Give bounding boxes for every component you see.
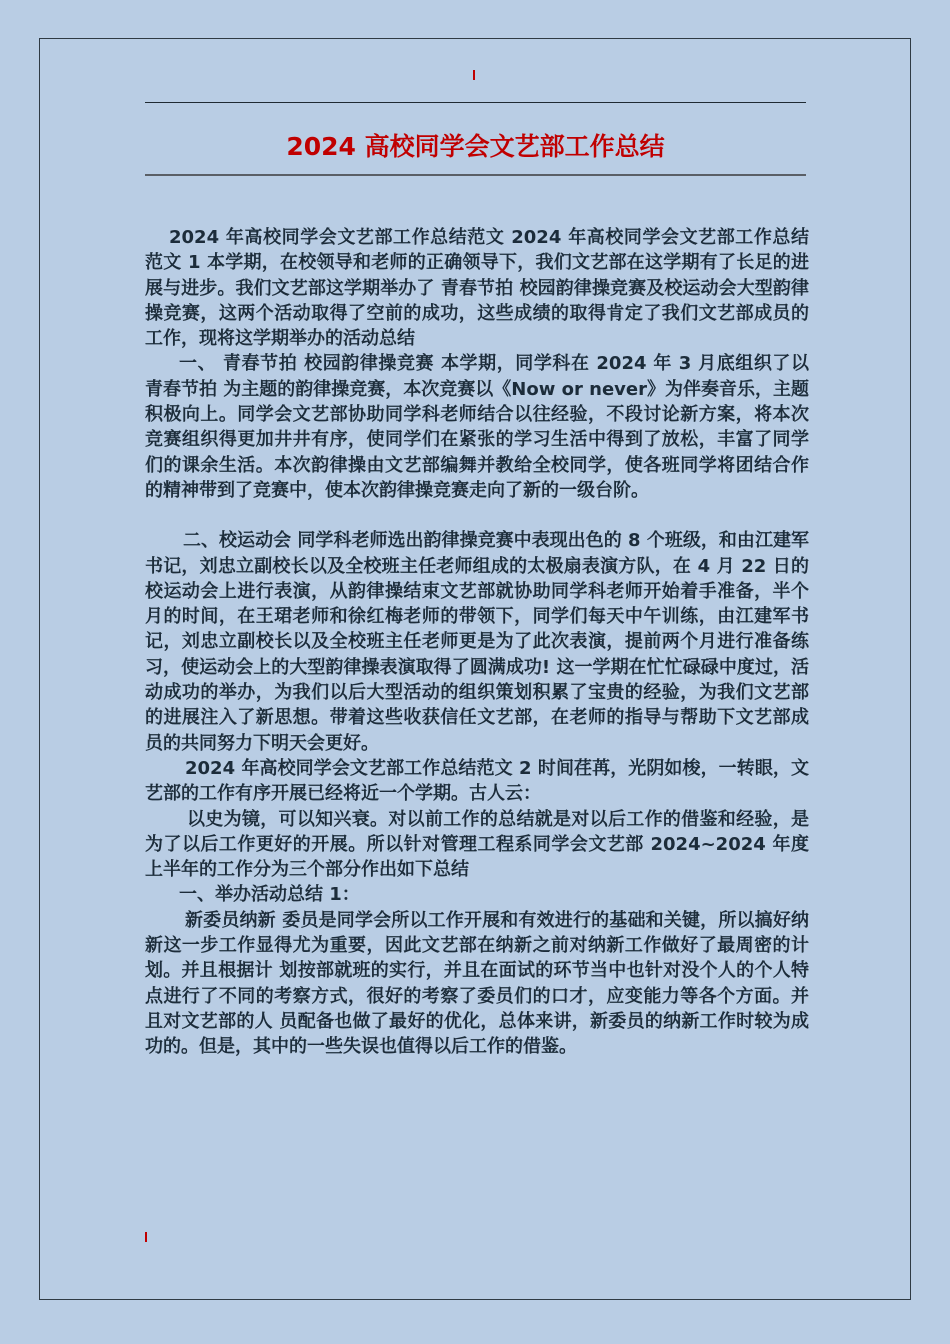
paragraph-section-1: 一、 青春节拍 校园韵律操竞赛 本学期，同学科在 2024 年 3 月底组织了以 青春节拍 为主题的韵律操竞赛，本次竞赛以《Now or never》为伴奏音乐，主题积极向上。同学会文艺部协助同学科老师结合以往经验，不段讨论新方案，将本次竞赛组织得更加井井有序，使同学们在紧张的学习生活中得到了放松，丰富了同学们的课余生活。本次韵律操由文艺部编舞并教给全校同学，使各班同学将团结合作的精神带到了竞赛中，使本次韵律操竞赛走向了新的一级台阶。 <box>145 353 809 501</box>
title-underline <box>145 174 806 176</box>
paragraph-summary-2-intro: 2024 年高校同学会文艺部工作总结范文 2 时间荏苒，光阴如梭，一转眼，文艺部的工作有序开展已经将近一个学期。古人云： <box>145 757 809 805</box>
paragraph-activity-heading: 一、举办活动总结 1： <box>179 884 360 906</box>
document-title: 2024 高校同学会文艺部工作总结 <box>286 132 665 161</box>
paragraph-summary-2-quote: 以史为镜，可以知兴衰。对以前工作的总结就是对以后工作的借鉴和经验，是为了以后工作更好的开展。所以针对管理工程系同学会文艺部 2024~2024 年度上半年的工作分为三个部分作出如下总结 <box>145 808 809 881</box>
header-marker <box>473 70 475 80</box>
header-rule <box>145 102 806 103</box>
footer-marker <box>145 1232 147 1242</box>
paragraph-section-2: 二、校运动会 同学科老师选出韵律操竞赛中表现出色的 8 个班级，和由江建军书记，刘忠立副校长以及全校班主任老师组成的太极扇表演方队，在 4 月 22 日的校运动会上进行表演，从韵律操结束文艺部就协助同学科老师开始着手准备，半个月的时间，在王珺老师和徐红梅老师的带领下，同学们每天中午训练，由江建军书记，刘忠立副校长以及全校班主任老师更是为了此次表演，提前两个月进行准备练习，使运动会上的大型韵律操表演取得了圆满成功! 这一学期在忙忙碌碌中度过，活动成功的举办，为我们以后大型活动的组织策划积累了宝贵的经验，为我们文艺部的进展注入了新思想。带着这些收获信任文艺部，在老师的指导与帮助下文艺部成员的共同努力下明天会更好。 <box>145 530 809 754</box>
paragraph-recruitment: 新委员纳新 委员是同学会所以工作开展和有效进行的基础和关键，所以搞好纳新这一步工作显得尤为重要，因此文艺部在纳新之前对纳新工作做好了最周密的计划。并且根据计 划按部就班的实行，并且在面试的环节当中也针对没个人的个人特点进行了不同的考察方式，很好的考察了委员们的口才，应变能力等各个方面。并且对文艺部的人 员配备也做了最好的优化，总体来讲，新委员的纳新工作时较为成功的。但是，其中的一些失误也值得以后工作的借鉴。 <box>145 909 809 1058</box>
document-body <box>145 225 809 1060</box>
paragraph-intro: 2024 年高校同学会文艺部工作总结范文 2024 年高校同学会文艺部工作总结范文 1 本学期，在校领导和老师的正确领导下，我们文艺部在这学期有了长足的进展与进步。我们文艺部这学期举办了 青春节拍 校园韵律操竞赛及校运动会大型韵律操竞赛，这两个活动取得了空前的成功，这些成绩的取得肯定了我们文艺部成员的工作，现将这学期举办的活动总结 <box>145 227 809 350</box>
